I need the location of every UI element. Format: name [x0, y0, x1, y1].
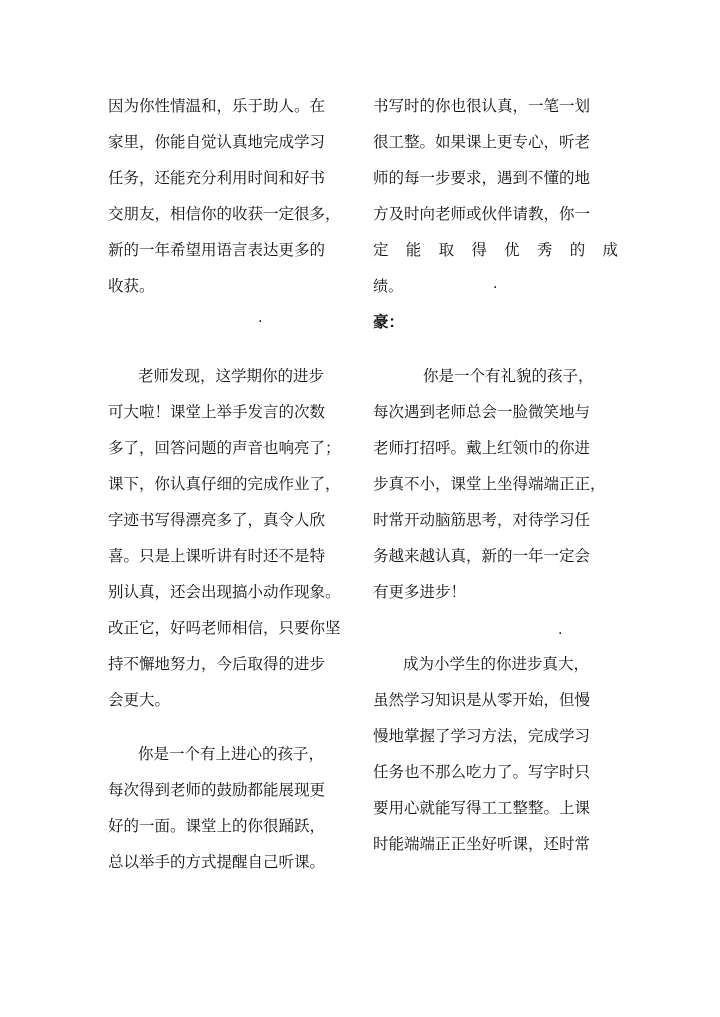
text-line: 因为你性情温和，乐于助人。在: [108, 97, 326, 115]
text-line: 新的一年希望用语言表达更多的: [108, 241, 326, 259]
separator-dot: .: [493, 276, 498, 292]
text-line: 任务，还能充分利用时间和好书: [108, 169, 326, 187]
text-line: 喜。只是上课听讲有时还不是特: [108, 547, 326, 565]
text-line: 师的每一步要求，遇到不懂的地: [373, 169, 591, 187]
text-line: 总以举手的方式提醒自己听课。: [108, 853, 326, 871]
text-line: 字迹书写得漂亮多了，真令人欣: [108, 511, 326, 529]
text-line: 成为小学生的你进步真大，: [403, 655, 590, 673]
text-line: 改正它，好吗老师相信，只要你坚: [108, 619, 341, 637]
text-line: 可大啦！课堂上举手发言的次数: [108, 403, 326, 421]
text-line: 老师打招呼。戴上红领巾的你进: [373, 439, 591, 457]
text-line: 你是一个有礼貌的孩子，: [423, 367, 594, 385]
text-line: 你是一个有上进心的孩子，: [138, 745, 325, 763]
separator-dot: .: [558, 622, 563, 638]
text-line: 书写时的你也很认真，一笔一划: [373, 97, 591, 115]
text-line: 任务也不那么吃力了。写字时只: [373, 763, 591, 781]
text-line: 老师发现，这学期你的进步: [138, 367, 325, 385]
text-line: 要用心就能写得工工整整。上课: [373, 799, 591, 817]
comment-paragraph: [373, 88, 618, 304]
left-column: [108, 88, 353, 880]
right-column: [373, 88, 618, 862]
text-line: 慢地掌握了学习方法，完成学习: [373, 727, 591, 745]
separator-dot-row: [108, 304, 353, 340]
comment-paragraph: [373, 646, 618, 862]
text-line: 交朋友，相信你的收获一定很多，: [108, 205, 341, 223]
text-line: 家里，你能自觉认真地完成学习: [108, 133, 326, 151]
text-line: 有更多进步！: [373, 583, 467, 601]
char: 优: [504, 241, 520, 259]
text-line: 绩。: [373, 277, 404, 295]
student-name-heading: 豪：: [373, 313, 405, 331]
separator-dot: .: [258, 310, 263, 326]
char: 的: [569, 241, 586, 259]
text-line: 每次遇到老师总会一脸微笑地与: [373, 403, 591, 421]
text-line: 好的一面。课堂上的你很踊跃，: [108, 817, 326, 835]
text-line: 方及时向老师或伙伴请教，你一: [373, 205, 591, 223]
char: 成: [602, 241, 618, 259]
text-line: 务越来越认真，新的一年一定会: [373, 547, 591, 565]
text-line-with-dot: [373, 268, 618, 304]
comment-paragraph: [108, 736, 353, 880]
text-line: 多了，回答问题的声音也响亮了；: [108, 439, 341, 457]
comment-paragraph: [108, 88, 353, 304]
text-line: 会更大。: [108, 691, 171, 709]
text-line: 持不懈地努力，今后取得的进步: [108, 655, 326, 673]
text-line: 课下，你认真仔细的完成作业了，: [108, 475, 341, 493]
text-line: 收获。: [108, 277, 155, 295]
text-line: 时能端端正正坐好听课，还时常: [373, 835, 591, 853]
text-line: 很工整。如果课上更专心，听老: [373, 133, 591, 151]
comment-paragraph: [373, 358, 618, 610]
char: 取: [438, 241, 455, 259]
text-line: 步真不小，课堂上坐得端端正正，: [373, 475, 606, 493]
char: 得: [471, 241, 487, 259]
char: 能: [405, 241, 422, 259]
char: 秀: [536, 241, 553, 259]
comment-paragraph: [108, 358, 353, 718]
text-line: 时常开动脑筋思考，对待学习任: [373, 511, 591, 529]
text-line: 别认真，还会出现搞小动作现象。: [108, 583, 341, 601]
char: 定: [373, 241, 389, 259]
justified-text-line: [373, 232, 618, 268]
text-line: 虽然学习知识是从零开始，但慢: [373, 691, 591, 709]
text-line: 每次得到老师的鼓励都能展现更: [108, 781, 326, 799]
separator-dot-row: [373, 610, 618, 646]
